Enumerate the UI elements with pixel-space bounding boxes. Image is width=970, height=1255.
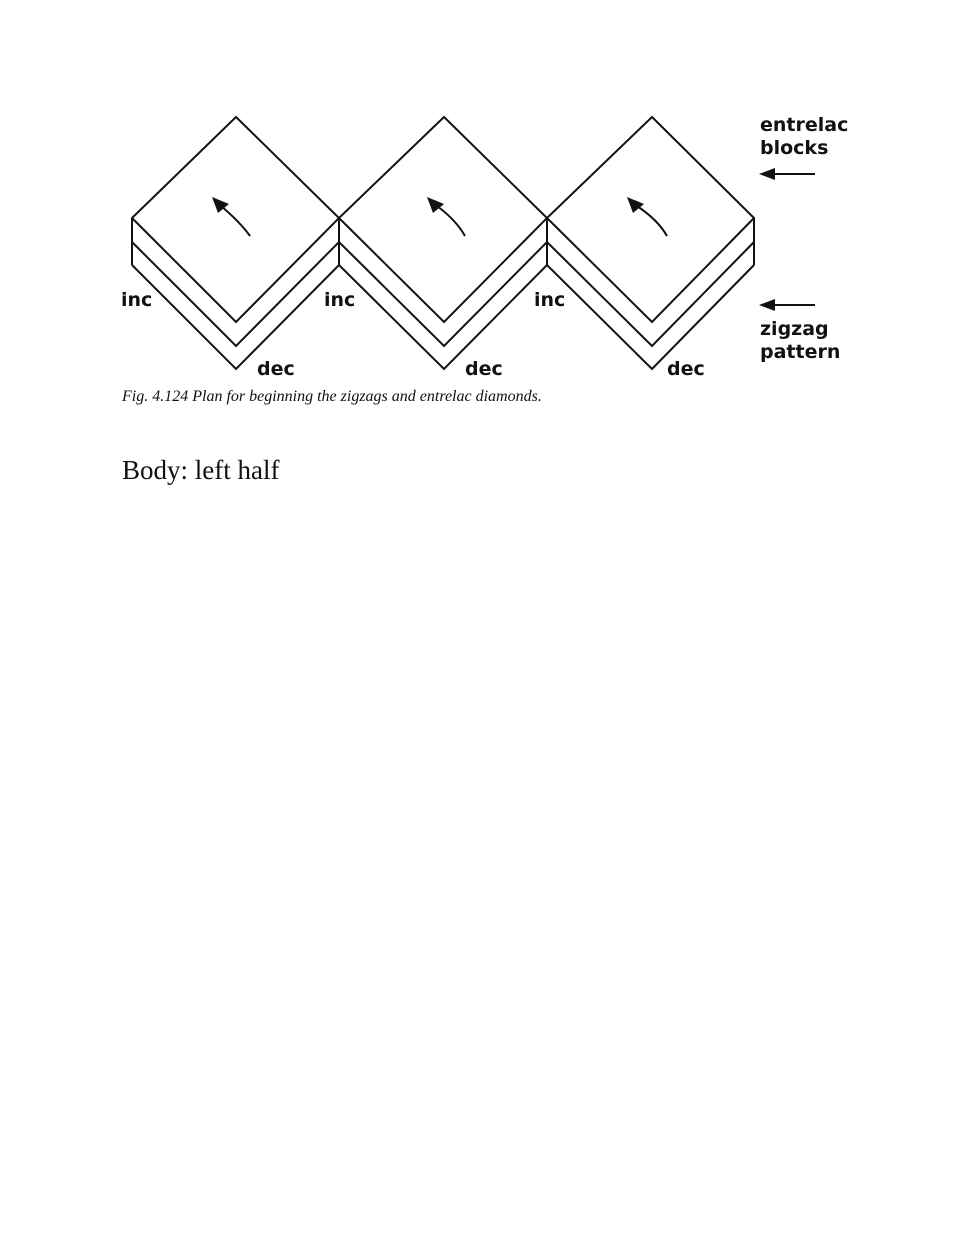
label-dec-1: dec	[257, 358, 295, 380]
section-heading: Body: left half	[122, 455, 280, 485]
label-entrelac: entrelac	[760, 114, 849, 136]
entrelac-diamond-3	[547, 117, 754, 322]
label-pattern: pattern	[760, 341, 841, 363]
direction-arrow-3	[637, 206, 667, 236]
label-inc-2: inc	[324, 289, 356, 311]
label-dec-3: dec	[667, 358, 705, 380]
figure-caption: Fig. 4.124 Plan for beginning the zigzags and entrelac diamonds.	[122, 388, 542, 405]
entrelac-diamond-2	[339, 117, 547, 322]
label-blocks: blocks	[760, 137, 829, 159]
label-dec-2: dec	[465, 358, 503, 380]
entrelac-pointer-arrowhead	[759, 168, 775, 180]
direction-arrowhead-3	[627, 197, 644, 213]
entrelac-zigzag-diagram	[0, 0, 970, 420]
zigzag-pointer-arrowhead	[759, 299, 775, 311]
direction-arrow-2	[437, 206, 465, 236]
direction-arrow-1	[221, 206, 250, 236]
label-zigzag: zigzag	[760, 318, 829, 340]
label-inc-1: inc	[121, 289, 153, 311]
zigzag-line-upper	[132, 242, 754, 346]
zigzag-line-lower	[132, 265, 754, 369]
label-inc-3: inc	[534, 289, 566, 311]
